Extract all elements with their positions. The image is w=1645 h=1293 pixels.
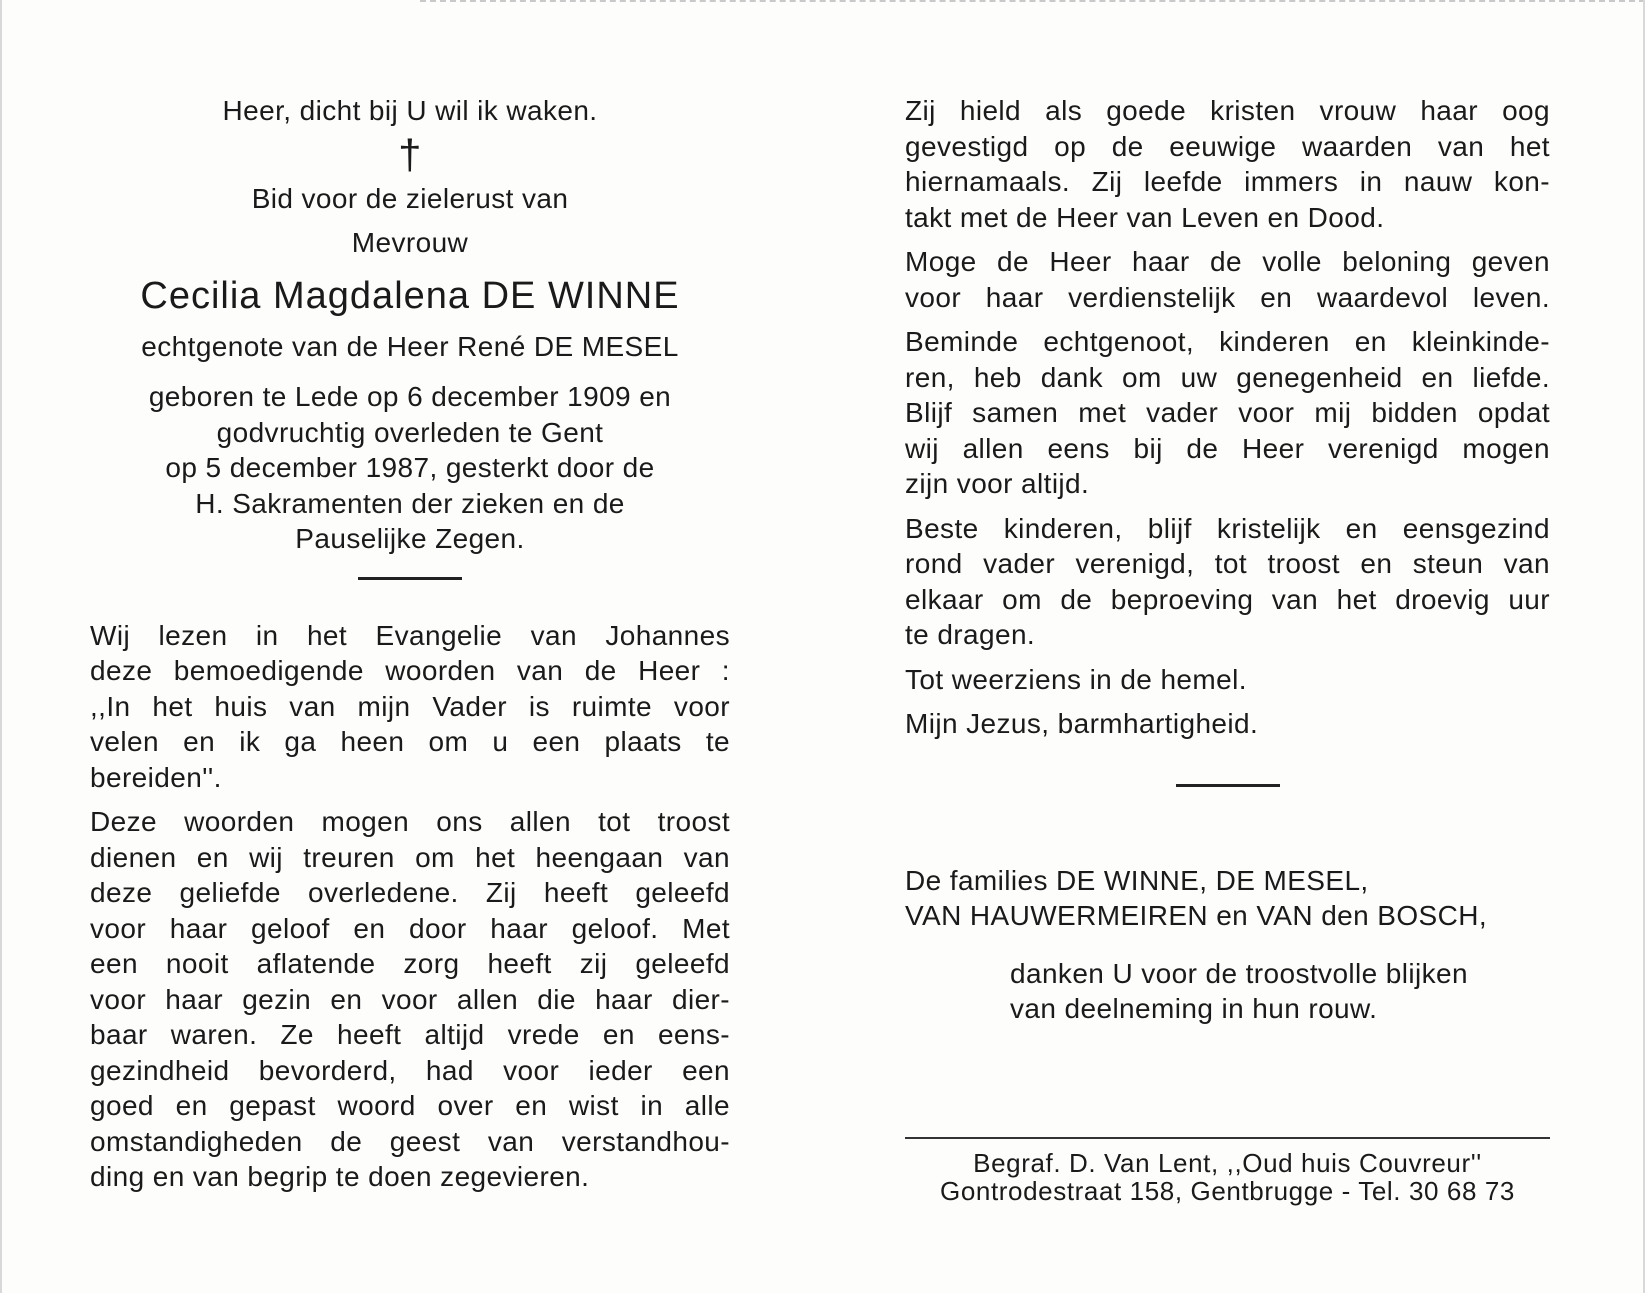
text-line: elkaar om de beproeving van het droevig uur: [905, 583, 1550, 615]
text-line: gevestigd op de eeuwige waarden van het: [905, 130, 1550, 162]
printer-line: Gontrodestraat 158, Gentbrugge - Tel. 30 68 73: [940, 1175, 1515, 1206]
left-column: [90, 93, 730, 1195]
divider: [358, 577, 462, 580]
text-line: hiernamaals. Zij leefde immers in nauw kon-: [905, 166, 1550, 197]
text-line: Mijn Jezus, barmhartigheid.: [905, 708, 1259, 739]
faith-paragraph: [905, 93, 1550, 235]
birth-line: godvruchtig overleden te Gent: [216, 416, 604, 448]
reward-paragraph: [905, 244, 1550, 315]
text-line: ding en van begrip te doen zegevieren.: [90, 1161, 590, 1192]
cross-icon: †: [398, 131, 422, 178]
text-line: deze geliefde overledene. Zij heeft geleefd: [90, 877, 730, 908]
right-column: [905, 93, 1550, 1205]
perforated-edge: [420, 0, 1645, 2]
birth-line: Pauselijke Zegen.: [295, 523, 525, 554]
spouse-line: echtgenote van de Heer René DE MESEL: [141, 331, 679, 362]
text-line: voor haar verdienstelijk en waardevol leven.: [905, 281, 1550, 313]
motto: Heer, dicht bij U wil ik waken.: [222, 95, 598, 126]
text-line: Blijf samen met vader voor mij bidden opdat: [905, 397, 1550, 428]
text-line: De families DE WINNE, DE MESEL,: [905, 864, 1369, 896]
invocation-line: [905, 706, 1550, 742]
text-line: baar waren. Ze heeft altijd vrede en eens-: [90, 1019, 730, 1050]
text-line: Beminde echtgenoot, kinderen en kleinkinde-: [905, 326, 1550, 357]
text-line: danken U voor de troostvolle blijken: [1010, 957, 1468, 989]
birth-death-info: [90, 379, 730, 557]
text-line: Moge de Heer haar de volle beloning geven: [905, 246, 1550, 277]
birth-line: H. Sakramenten der zieken en de: [195, 487, 625, 519]
text-line: goed en gepast woord over en wist in alle: [90, 1090, 730, 1121]
text-line: voor haar geloof en door haar geloof. Met: [90, 912, 730, 944]
text-line: Tot weerziens in de hemel.: [905, 663, 1247, 695]
text-line: dienen en wij treuren om het heengaan van: [90, 841, 730, 873]
children-paragraph: [905, 511, 1550, 653]
prayer-request: Bid voor de zielerust van: [251, 183, 569, 214]
text-line: voor haar gezin en voor allen die haar dier-: [90, 983, 730, 1015]
text-line: van deelneming in hun rouw.: [1010, 993, 1378, 1024]
gospel-paragraph: [90, 618, 730, 796]
text-line: zijn voor altijd.: [905, 468, 1090, 499]
text-line: deze bemoedigende woorden van de Heer :: [90, 655, 730, 686]
text-line: ,,In het huis van mijn Vader is ruimte voor: [90, 690, 730, 722]
text-line: velen en ik ga heen om u een plaats te: [90, 726, 730, 757]
text-line: takt met de Heer van Leven en Dood.: [905, 201, 1385, 233]
text-line: omstandigheden de geest van verstandhou-: [90, 1125, 730, 1157]
text-line: een nooit aflatende zorg heeft zij geleefd: [90, 948, 730, 979]
deceased-name: Cecilia Magdalena DE WINNE: [140, 275, 680, 317]
thanks-block: [905, 956, 1550, 1027]
text-line: gezindheid bevorderd, had voor ieder een: [90, 1054, 730, 1086]
divider: [1176, 784, 1280, 787]
printer-credit: [905, 1149, 1550, 1205]
farewell-line: [905, 662, 1550, 698]
birth-line: op 5 december 1987, gesterkt door de: [165, 452, 655, 483]
tribute-paragraph: [90, 804, 730, 1195]
text-line: wij allen eens bij de Heer verenigd mogen: [905, 432, 1550, 464]
text-line: te dragen.: [905, 619, 1036, 650]
family-paragraph: [905, 324, 1550, 502]
text-line: bereiden''.: [90, 761, 222, 793]
honorific: Mevrouw: [351, 227, 469, 258]
text-line: rond vader verenigd, tot troost en steun van: [905, 548, 1550, 579]
text-line: VAN HAUWERMEIREN en VAN den BOSCH,: [905, 900, 1488, 931]
text-line: Wij lezen in het Evangelie van Johannes: [90, 619, 730, 651]
text-line: Deze woorden mogen ons allen tot troost: [90, 806, 730, 837]
printer-divider: [905, 1137, 1550, 1139]
birth-line: geboren te Lede op 6 december 1909 en: [148, 381, 672, 412]
text-line: ren, heb dank om uw genegenheid en liefde.: [905, 361, 1550, 393]
text-line: Beste kinderen, blijf kristelijk en eensgezind: [905, 512, 1550, 544]
families-block: [905, 863, 1550, 934]
text-line: Zij hield als goede kristen vrouw haar oog: [905, 95, 1550, 126]
printer-line: Begraf. D. Van Lent, ,,Oud huis Couvreur'': [973, 1147, 1482, 1178]
